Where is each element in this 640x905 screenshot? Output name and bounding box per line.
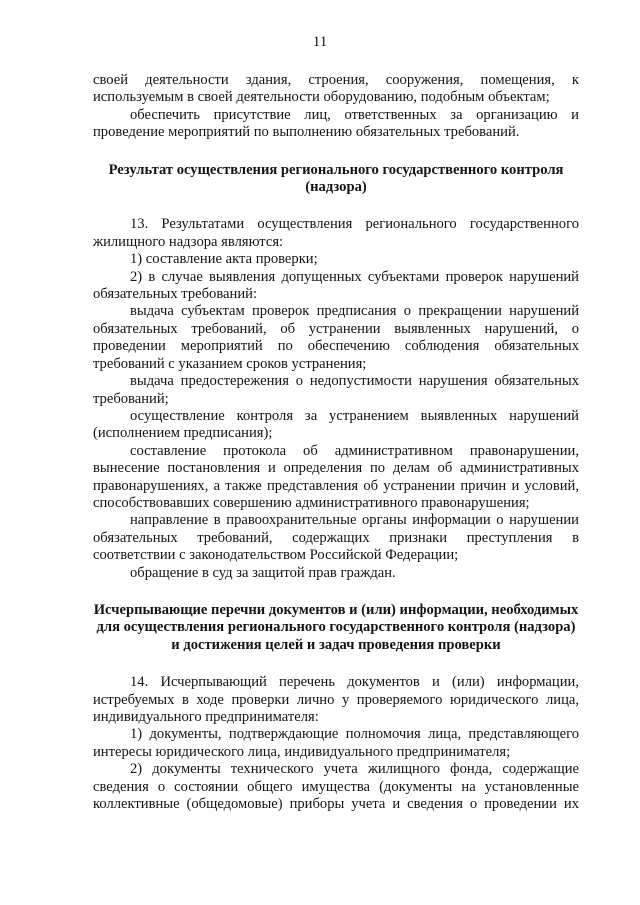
- paragraph-item-13: 13. Результатами осуществления регионального государственного жилищного надзора являются:: [93, 216, 579, 250]
- list-item: составление протокола об административном правонарушении, вынесение постановления и определения по делам об административных правонарушениях, а также представления об устранении причин и условий, способствовавших совершению административного правонарушения;: [93, 442, 579, 511]
- page-number: 11: [312, 34, 328, 50]
- document-body: [93, 72, 579, 813]
- paragraph-continuation: своей деятельности здания, строения, сооружения, помещения, к используемым в своей деятельности оборудованию, подобным объектам;: [93, 72, 579, 106]
- list-item: 1) документы, подтверждающие полномочия лица, представляющего интересы юридического лица, индивидуального предпринимателя;: [93, 726, 579, 760]
- list-item: выдача субъектам проверок предписания о прекращении нарушений обязательных требований, об устранении выявленных нарушений, о проведении мероприятий по обеспечению соблюдения обязательных требований с указанием сроков устранения;: [93, 303, 579, 372]
- list-item: выдача предостережения о недопустимости нарушения обязательных требований;: [93, 373, 579, 407]
- list-item: направление в правоохранительные органы информации о нарушении обязательных требований, содержащих признаки преступления в соответствии с законодательством Российской Федерации;: [93, 512, 579, 564]
- list-item: 2) документы технического учета жилищного фонда, содержащие сведения о состоянии общего имущества (документы на установленные коллективные (общедомовые) приборы учета и сведения о проведении их: [93, 761, 579, 813]
- list-item: обращение в суд за защитой прав граждан.: [130, 564, 396, 581]
- list-item: осуществление контроля за устранением выявленных нарушений (исполнением предписания);: [93, 407, 579, 442]
- list-item: 2) в случае выявления допущенных субъектами проверок нарушений обязательных требований:: [93, 268, 579, 303]
- list-item: 1) составление акта проверки;: [130, 251, 318, 268]
- paragraph-item-14: 14. Исчерпывающий перечень документов и (или) информации, истребуемых в ходе проверки лично у проверяемого юридического лица, индивидуального предпринимателя:: [93, 674, 579, 725]
- paragraph: обеспечить присутствие лиц, ответственных за организацию и проведение мероприятий по выполнению обязательных требований.: [93, 106, 579, 141]
- section-heading-result: Результат осуществления регионального государственного контроля (надзора): [108, 161, 564, 196]
- section-heading-documents: Исчерпывающие перечни документов и (или) информации, необходимых для осуществления регионального государственного контроля (надзора) и достижения целей и задач проведения проверки: [93, 601, 579, 653]
